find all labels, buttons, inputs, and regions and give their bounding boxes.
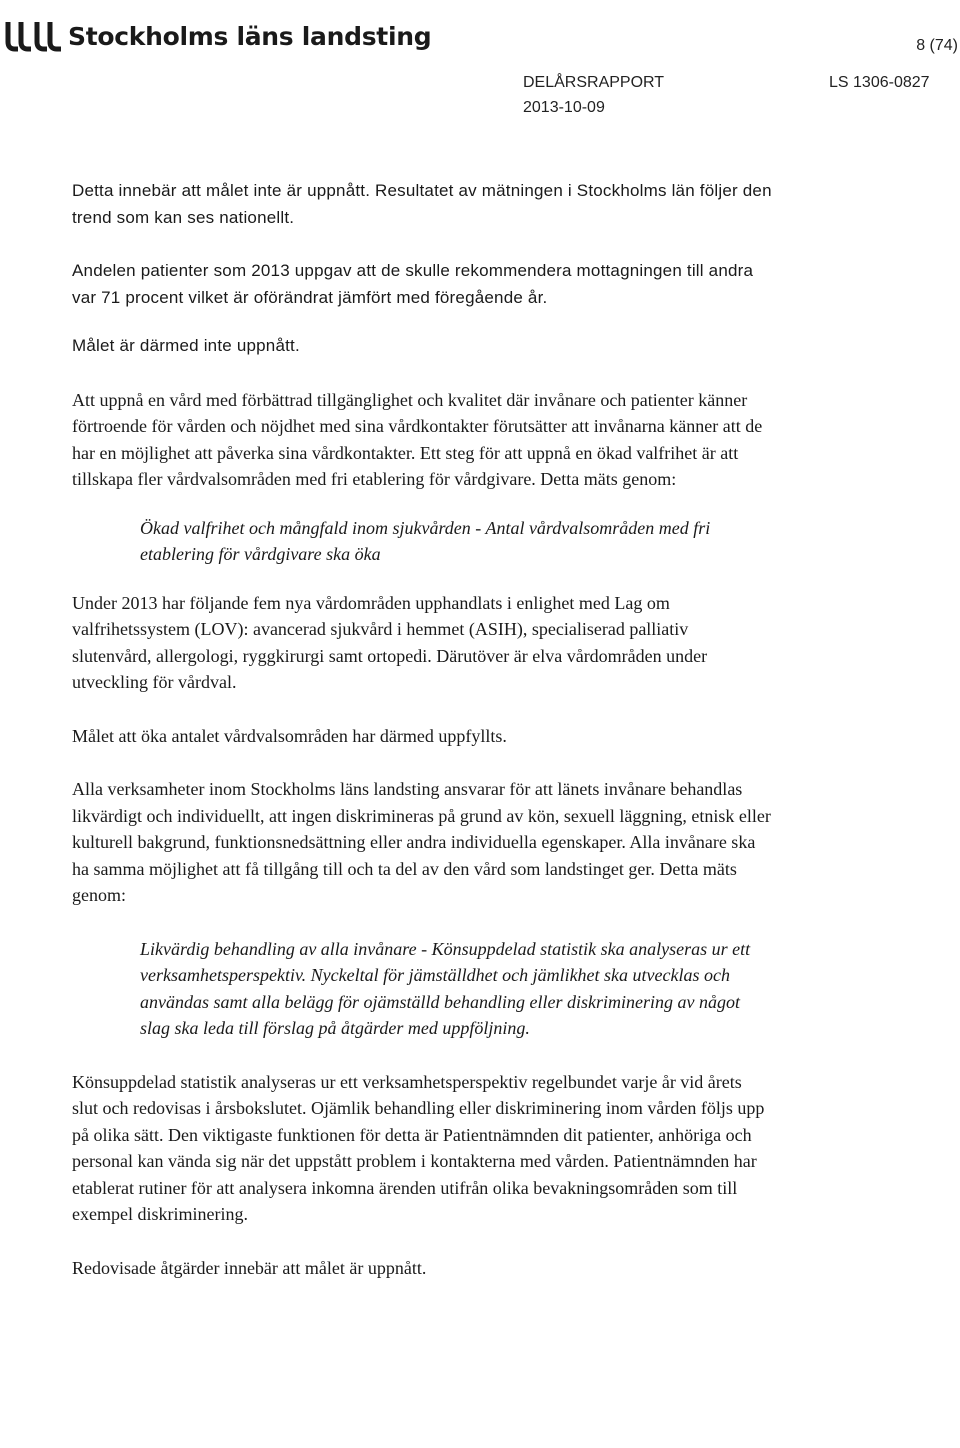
sll-emblem-icon — [4, 22, 62, 52]
goal-quote: Ökad valfrihet och mångfald inom sjukvården - Antal vårdvalsområden med fri etablering för vårdgivare ska öka — [140, 517, 711, 564]
paragraph: Målet att öka antalet vårdvalsområden har därmed uppfyllts. — [72, 725, 507, 746]
document-date: 2013-10-09 — [523, 99, 605, 116]
org-logo — [4, 22, 431, 52]
paragraph: Könsuppdelad statistik analyseras ur ett verksamhetsperspektiv regelbundet varje år vid årets slut och redovisas i årsbokslutet. Ojämlik behandling eller diskriminering inom vården följs upp på olika sätt. Den viktigaste funktionen för detta är Patientnämnden dit patienter, anhöriga och personal kan vända sig när det uppstått problem i kontakterna med vården. Patientnämnden har etablerat rutiner för att analysera inkomna ärenden utifrån olika bevakningsområden som till exempel diskriminering. — [72, 1071, 765, 1224]
paragraph: Att uppnå en vård med förbättrad tillgänglighet och kvalitet där invånare och patienter känner förtroende för vården och nöjdhet med sina vårdkontakter förutsätter att invånarna känner att de har en möjlighet att påverka sina vårdkontakter. Ett steg för att uppnå en ökad valfrihet är att tillskapa fler vårdvalsområden med fri etablering för vårdgivare. Detta mäts genom: — [72, 389, 763, 489]
paragraph: Detta innebär att målet inte är uppnått. Resultatet av mätningen i Stockholms län följer den trend som kan ses nationellt. — [72, 181, 772, 227]
org-name: Stockholms läns landsting — [68, 22, 432, 51]
document-id: LS 1306-0827 — [829, 74, 930, 91]
paragraph: Redovisade åtgärder innebär att målet är uppnått. — [72, 1257, 427, 1278]
paragraph: Målet är därmed inte uppnått. — [72, 336, 300, 355]
paragraph: Alla verksamheter inom Stockholms läns landsting ansvarar för att länets invånare behandlas likvärdigt och individuellt, att ingen diskrimineras på grund av kön, sexuell läggning, etnisk eller kulturell bakgrund, funktionsnedsättning eller andra individuella egenskaper. Alla invånare ska ha samma möjlighet att få tillgång till och ta del av den vård som landstinget ger. Detta mäts genom: — [72, 779, 771, 905]
document-body — [72, 178, 772, 1281]
document-type: DELÅRSRAPPORT — [523, 74, 665, 91]
paragraph: Under 2013 har följande fem nya vårdområden upphandlats i enlighet med Lag om valfrihetssystem (LOV): avancerad sjukvård i hemmet (ASIH), specialiserad palliativ slutenvård, allergologi, ryggkirurgi samt ortopedi. Därutöver är elva vårdområden under utveckling för vårdval. — [72, 592, 708, 692]
page-number: 8 (74) — [916, 37, 958, 54]
paragraph: Andelen patienter som 2013 uppgav att de skulle rekommendera mottagningen till andra var 71 procent vilket är oförändrat jämfört med föregående år. — [72, 261, 754, 307]
goal-quote: Likvärdig behandling av alla invånare - Könsuppdelad statistik ska analyseras ur ett verksamhetsperspektiv. Nyckeltal för jämställdhet och jämlikhet ska utvecklas och användas samt alla belägg för ojämställd behandling eller diskriminering av något slag ska leda till förslag på åtgärder med uppföljning. — [140, 938, 751, 1038]
